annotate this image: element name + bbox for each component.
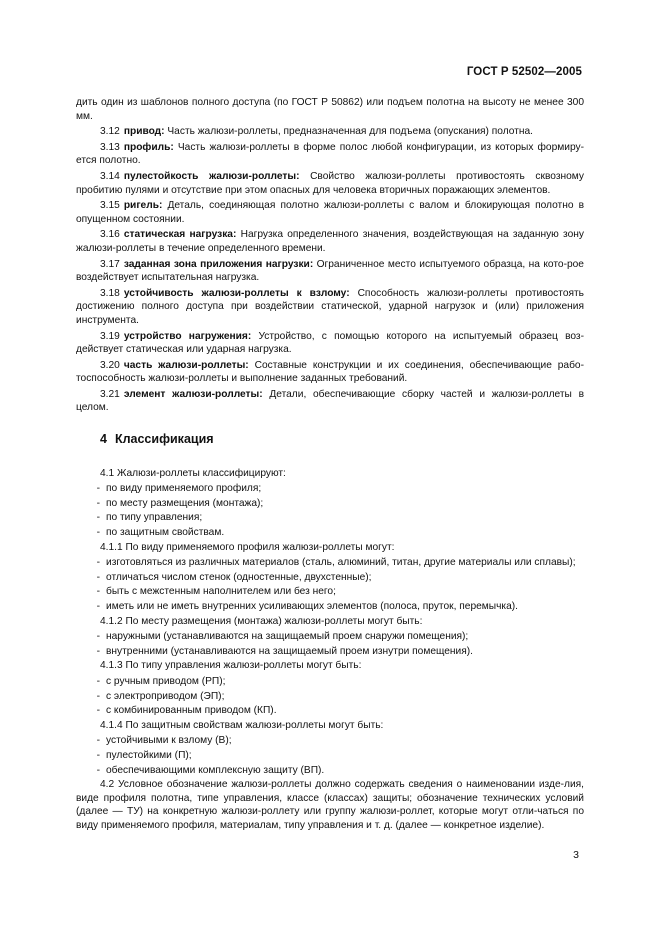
definition-item: [76, 388, 584, 415]
clause-4-1-4: 4.1.4 По защитным свойствам жалюзи-роллеты могут быть:: [100, 719, 384, 731]
dash-marker: -: [96, 749, 100, 761]
definition-term: профиль:: [123, 141, 174, 153]
definition-term: статическая нагрузка:: [123, 229, 237, 241]
definition-item: [76, 199, 584, 226]
clause-4-1-3: 4.1.3 По типу управления жалюзи-роллеты могут быть:: [100, 660, 362, 672]
definition-text: Ограниченное место испытуемого образца, на кото-рое воздействует испытательная нагрузка.: [76, 258, 584, 284]
definition-number: 3.15: [100, 200, 120, 212]
clause-4-1: 4.1 Жалюзи-роллеты классифицируют:: [100, 467, 286, 479]
definition-item: [76, 125, 584, 139]
dash-marker: -: [96, 586, 100, 598]
clause-4-2: 4.2 Условное обозначение жалюзи-роллеты должно содержать сведения о наименовании изде-лия, виде профиля полотна, типе управления, классе (классах) защиты; обозначение технических условий (далее — ТУ) на конкретную жалюзи-роллету или группу жалюзи-роллет, которые могут отли-чаться по виду применяемого профиля, материалам, типу управления и т. д. (далее — конкретное изделие).: [76, 779, 584, 831]
definition-term: привод:: [123, 126, 165, 138]
document-body: [76, 96, 584, 835]
list-item: - наружными (устанавливаются на защищаемый проем снаружи помещения);: [76, 630, 584, 644]
list-item: - изготовляться из различных материалов (сталь, алюминий, титан, другие материалы или сплавы);: [76, 556, 584, 570]
definition-text: Устройство, с помощью которого на испытуемый образец воз-действует статическая или ударная нагрузка.: [76, 330, 584, 356]
definition-term: пулестойкость жалюзи-роллеты:: [123, 170, 300, 182]
dash-marker: -: [96, 764, 100, 776]
dash-marker: -: [96, 675, 100, 687]
definition-text: Нагрузка определенного значения, воздействующая на заданную зону жалюзи-роллеты в течение определенного времени.: [76, 229, 584, 254]
list-item: - с ручным приводом (РП);: [76, 675, 584, 689]
definition-item: [76, 330, 584, 357]
dash-marker: -: [96, 705, 100, 717]
section-title: Классификация: [114, 432, 214, 447]
dash-marker: -: [96, 527, 100, 539]
definition-text: Часть жалюзи-роллеты, предназначенная для подъема (опускания) полотна.: [167, 126, 534, 138]
definition-item: [76, 359, 584, 386]
definition-term: ригель:: [123, 200, 163, 212]
dash-marker: -: [96, 645, 100, 657]
dash-marker: -: [96, 631, 100, 643]
list-item: - обеспечивающими комплексную защиту (ВП).: [76, 764, 584, 778]
definition-number: 3.17: [100, 258, 120, 270]
clause-4-1-1: 4.1.1 По виду применяемого профиля жалюзи-роллеты могут:: [100, 541, 395, 553]
list-item: - отличаться числом стенок (одностенные, двухстенные);: [76, 571, 584, 585]
page-number: 3: [573, 849, 579, 861]
definition-item: [76, 258, 584, 285]
definition-term: устройство нагружения:: [123, 330, 252, 342]
dash-marker: -: [96, 497, 100, 509]
dash-marker: -: [96, 483, 100, 495]
definitions-list: [76, 125, 584, 415]
definition-text: Составные конструкции и их соединения, обеспечивающие рабо-тоспособность жалюзи-роллеты и выполнение заданных требований.: [76, 359, 584, 385]
document-header: ГОСТ Р 52502—2005: [466, 66, 582, 78]
list-item: - по типу управления;: [76, 511, 584, 525]
list-item: - с электроприводом (ЭП);: [76, 690, 584, 704]
definition-term: часть жалюзи-роллеты:: [123, 359, 249, 371]
dash-marker: -: [96, 512, 100, 524]
definition-term: заданная зона приложения нагрузки:: [123, 258, 314, 270]
definition-item: [76, 287, 584, 328]
definition-number: 3.12: [100, 126, 120, 138]
list-item: - по месту размещения (монтажа);: [76, 497, 584, 511]
definition-number: 3.19: [100, 330, 120, 342]
clause-4-1-2: 4.1.2 По месту размещения (монтажа) жалюзи-роллеты могут быть:: [100, 615, 423, 627]
list-item: - по виду применяемого профиля;: [76, 482, 584, 496]
list-item: - устойчивыми к взлому (В);: [76, 734, 584, 748]
definition-text: Свойство жалюзи-роллеты противостоять сквозному пробитию пулями и отсутствие при этом опасных для человека вторичных поражающих элементов.: [76, 170, 584, 196]
definition-item: [76, 141, 584, 168]
definition-number: 3.18: [100, 287, 120, 299]
dash-marker: -: [96, 557, 100, 569]
list-item: - с комбинированным приводом (КП).: [76, 704, 584, 718]
list-item: - пулестойкими (П);: [76, 749, 584, 763]
definition-number: 3.20: [100, 359, 120, 371]
definition-item: [76, 228, 584, 255]
list-item: - иметь или не иметь внутренних усиливающих элементов (полоса, пруток, перемычка).: [76, 600, 584, 614]
list-item: - по защитным свойствам.: [76, 526, 584, 540]
definition-number: 3.13: [100, 141, 120, 153]
intro-paragraph: дить один из шаблонов полного доступа (по ГОСТ Р 50862) или подъем полотна на высоту не менее 300 мм.: [76, 97, 584, 122]
definition-term: элемент жалюзи-роллеты:: [123, 388, 263, 400]
list-item: - внутренними (устанавливаются на защищаемый проем изнутри помещения).: [76, 645, 584, 659]
dash-marker: -: [96, 735, 100, 747]
definition-text: Деталь, соединяющая полотно жалюзи-роллеты с валом и блокирующая полотно в опущенном состоянии.: [76, 200, 584, 225]
definition-term: устойчивость жалюзи-роллеты к взлому:: [123, 287, 350, 299]
definition-number: 3.16: [100, 229, 120, 241]
definition-text: Часть жалюзи-роллеты в форме полос любой конфигурации, из которых формиру-ется полотно.: [76, 141, 584, 167]
definition-item: [76, 170, 584, 197]
definition-text: Способность жалюзи-роллеты противостоять достижению полного доступа при воздействии статической, ударной нагрузок и (или) приложения инструмента.: [76, 287, 584, 326]
definition-number: 3.14: [100, 170, 120, 182]
dash-marker: -: [96, 571, 100, 583]
section-number: 4: [100, 432, 107, 447]
dash-marker: -: [96, 601, 100, 612]
dash-marker: -: [96, 690, 100, 702]
definition-text: Детали, обеспечивающие сборку частей и жалюзи-роллеты в целом.: [76, 388, 584, 414]
section-heading: [100, 433, 584, 447]
definition-number: 3.21: [100, 388, 120, 400]
list-item: - быть с межстенным наполнителем или без него;: [76, 585, 584, 599]
